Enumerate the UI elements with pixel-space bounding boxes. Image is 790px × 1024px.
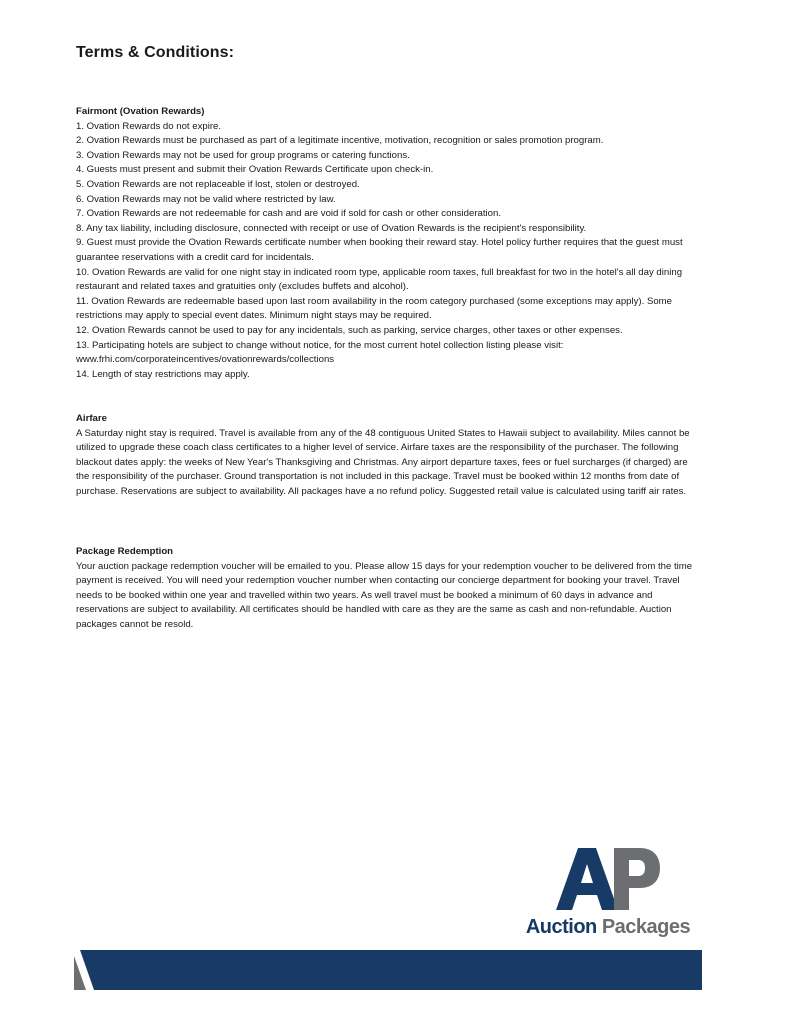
logo-wordmark	[518, 916, 698, 939]
term-item: 8. Any tax liability, including disclosure, connected with receipt or use of Ovation Rewards is the recipient's responsibility.	[76, 222, 587, 234]
airfare-heading: Airfare	[76, 413, 107, 424]
logo-word-auction: Auction	[525, 916, 597, 938]
package-redemption-heading: Package Redemption	[76, 546, 174, 557]
airfare-section	[76, 412, 696, 500]
package-redemption-body: Your auction package redemption voucher will be emailed to you. Please allow 15 days for your redemption voucher to be delivered from the time payment is received. You will need your redemption voucher number when contacting our concierge department for booking your travel. Travel needs to be booked within one year and travelled within two years. As well travel must be booked a minimum of 60 days in advance and reservations are subject to availability. All certificates should be handled with care as they are the same as cash and non-refundable. Auction packages cannot be resold.	[76, 560, 693, 630]
fairmont-section	[76, 105, 696, 382]
term-item: 10. Ovation Rewards are valid for one night stay in indicated room type, applicable room taxes, full breakfast for two in the hotel's all day dining restaurant and related taxes and gratuities only (excludes buffets and alcohol).	[76, 266, 683, 293]
term-item: 9. Guest must provide the Ovation Rewards certificate number when booking their reward stay. Hotel policy further requires that the guest must guarantee reservations with a credit card for incidentals.	[76, 237, 683, 263]
term-item: 11. Ovation Rewards are redeemable based upon last room availability in the room category purchased (some exceptions may apply). Some restrictions may apply to special event dates. Minimum night stays may be required.	[76, 295, 673, 322]
logo-letters-text: AP	[556, 848, 558, 849]
auction-packages-logo	[518, 848, 698, 944]
term-item: 7. Ovation Rewards are not redeemable for cash and are void if sold for cash or other consideration.	[76, 208, 502, 220]
term-item: 3. Ovation Rewards may not be used for group programs or catering functions.	[76, 149, 410, 161]
term-item: 1. Ovation Rewards do not expire.	[76, 120, 222, 132]
term-item: 6. Ovation Rewards may not be valid where restricted by law.	[76, 193, 336, 205]
term-item: 4. Guests must present and submit their Ovation Rewards Certificate upon check-in.	[76, 164, 434, 176]
term-item: 12. Ovation Rewards cannot be used to pay for any incidentals, such as parking, service charges, other taxes or other expenses.	[76, 324, 623, 336]
airfare-body: A Saturday night stay is required. Travel is available from any of the 48 contiguous United States to Hawaii subject to availability. Miles cannot be utilized to upgrade these coach class certificates to a higher level of service. Airfare taxes are the responsibility of the purchaser. The following blackout dates apply: the weeks of New Year's Thanksgiving and Christmas. Any airport departure taxes, fees or fuel surcharges (if charged) are the responsibility of the purchaser. Ground transportation is not included in this package. Travel must be booked within 12 months from date of purchase. Reservations are subject to availability. All packages have a no refund policy. Suggested retail value is calculated using tariff air rates.	[76, 427, 690, 497]
package-redemption-section	[76, 545, 696, 633]
footer-bar	[74, 950, 702, 990]
fairmont-terms-list	[76, 120, 696, 383]
term-item: 2. Ovation Rewards must be purchased as part of a legitimate incentive, motivation, recognition or sales promotion program.	[76, 135, 604, 147]
fairmont-heading: Fairmont (Ovation Rewards)	[76, 106, 205, 117]
footer-bar-fill	[74, 950, 702, 990]
term-item: 14. Length of stay restrictions may apply.	[76, 368, 250, 380]
page-title: Terms & Conditions:	[76, 44, 235, 61]
logo-word-packages: Packages	[601, 916, 691, 938]
term-item: 5. Ovation Rewards are not replaceable if lost, stolen or destroyed.	[76, 178, 360, 190]
term-item: 13. Participating hotels are subject to change without notice, for the most current hotel collection listing please visit: www.frhi.com/corporateincentives/ovationrewards/collections	[76, 339, 564, 366]
ap-logo-mark	[556, 848, 660, 910]
